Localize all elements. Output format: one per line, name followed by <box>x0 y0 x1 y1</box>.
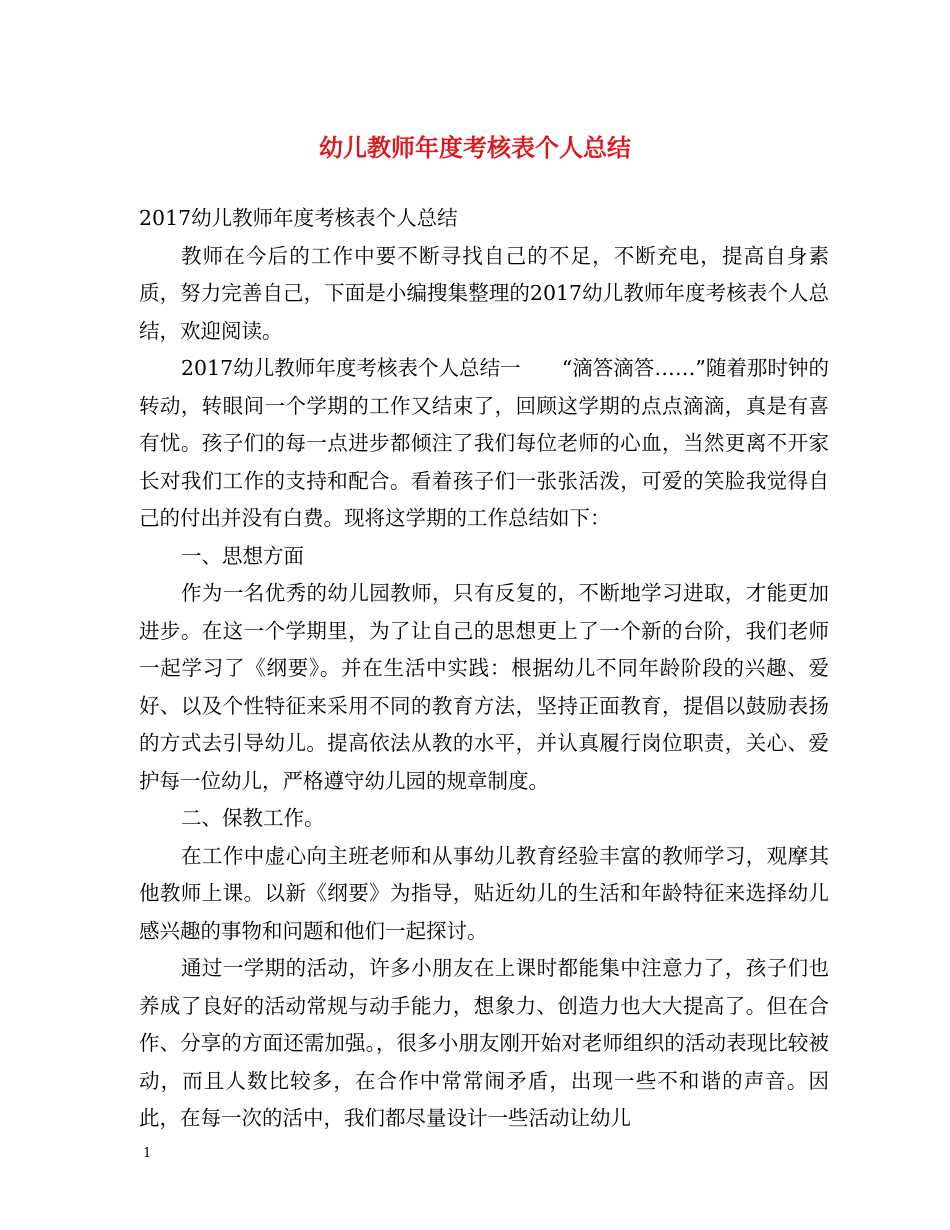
thought-paragraph: 作为一名优秀的幼儿园教师，只有反复的，不断地学习进取，才能更加进步。在这一个学期里，为了让自己的思想更上了一个新的台阶，我们老师一起学习了《纲要》。并在生活中实践：根据幼儿不同年龄阶段的兴趣、爱好、以及个性特征来采用不同的教育方法，坚持正面教育，提倡以鼓励表扬的方式去引导幼儿。提高依法从教的水平，并认真履行岗位职责，关心、爱护每一位幼儿，严格遵守幼儿园的规章制度。 <box>139 581 829 793</box>
section-heading-thought: 一、思想方面 <box>181 543 304 568</box>
page-number: 1 <box>143 1146 152 1161</box>
document-body <box>139 200 829 1138</box>
intro-paragraph: 教师在今后的工作中要不断寻找自己的不足，不断充电，提高自身素质，努力完善自己，下面是小编搜集整理的2017幼儿教师年度考核表个人总结，欢迎阅读。 <box>139 243 829 343</box>
summary-one-paragraph: 2017幼儿教师年度考核表个人总结一 “滴答滴答……”随着那时钟的转动，转眼间一个学期的工作又结束了，回顾这学期的点点滴滴，真是有喜有忧。孩子们的每一点进步都倾注了我们每位老师的心血，当然更离不开家长对我们工作的支持和配合。看着孩子们一张张活泼，可爱的笑脸我觉得自己的付出并没有白费。现将这学期的工作总结如下： <box>139 356 829 530</box>
subtitle-line: 2017幼儿教师年度考核表个人总结 <box>139 206 458 230</box>
section-heading-teaching: 二、保教工作。 <box>181 806 325 830</box>
activity-paragraph: 通过一学期的活动，许多小朋友在上课时都能集中注意力了，孩子们也养成了良好的活动常规与动手能力，想象力、创造力也大大提高了。但在合作、分享的方面还需加强。，很多小朋友刚开始对老师组织的活动表现比较被动，而且人数比较多，在合作中常常闹矛盾，出现一些不和谐的声音。因此，在每一次的活中，我们都尽量设计一些活动让幼儿 <box>139 956 829 1130</box>
teaching-paragraph: 在工作中虚心向主班老师和从事幼儿教育经验丰富的教师学习，观摩其他教师上课。以新《纲要》为指导，贴近幼儿的生活和年龄特征来选择幼儿感兴趣的事物和问题和他们一起探讨。 <box>139 843 829 943</box>
document-title: 幼儿教师年度考核表个人总结 <box>319 133 631 162</box>
